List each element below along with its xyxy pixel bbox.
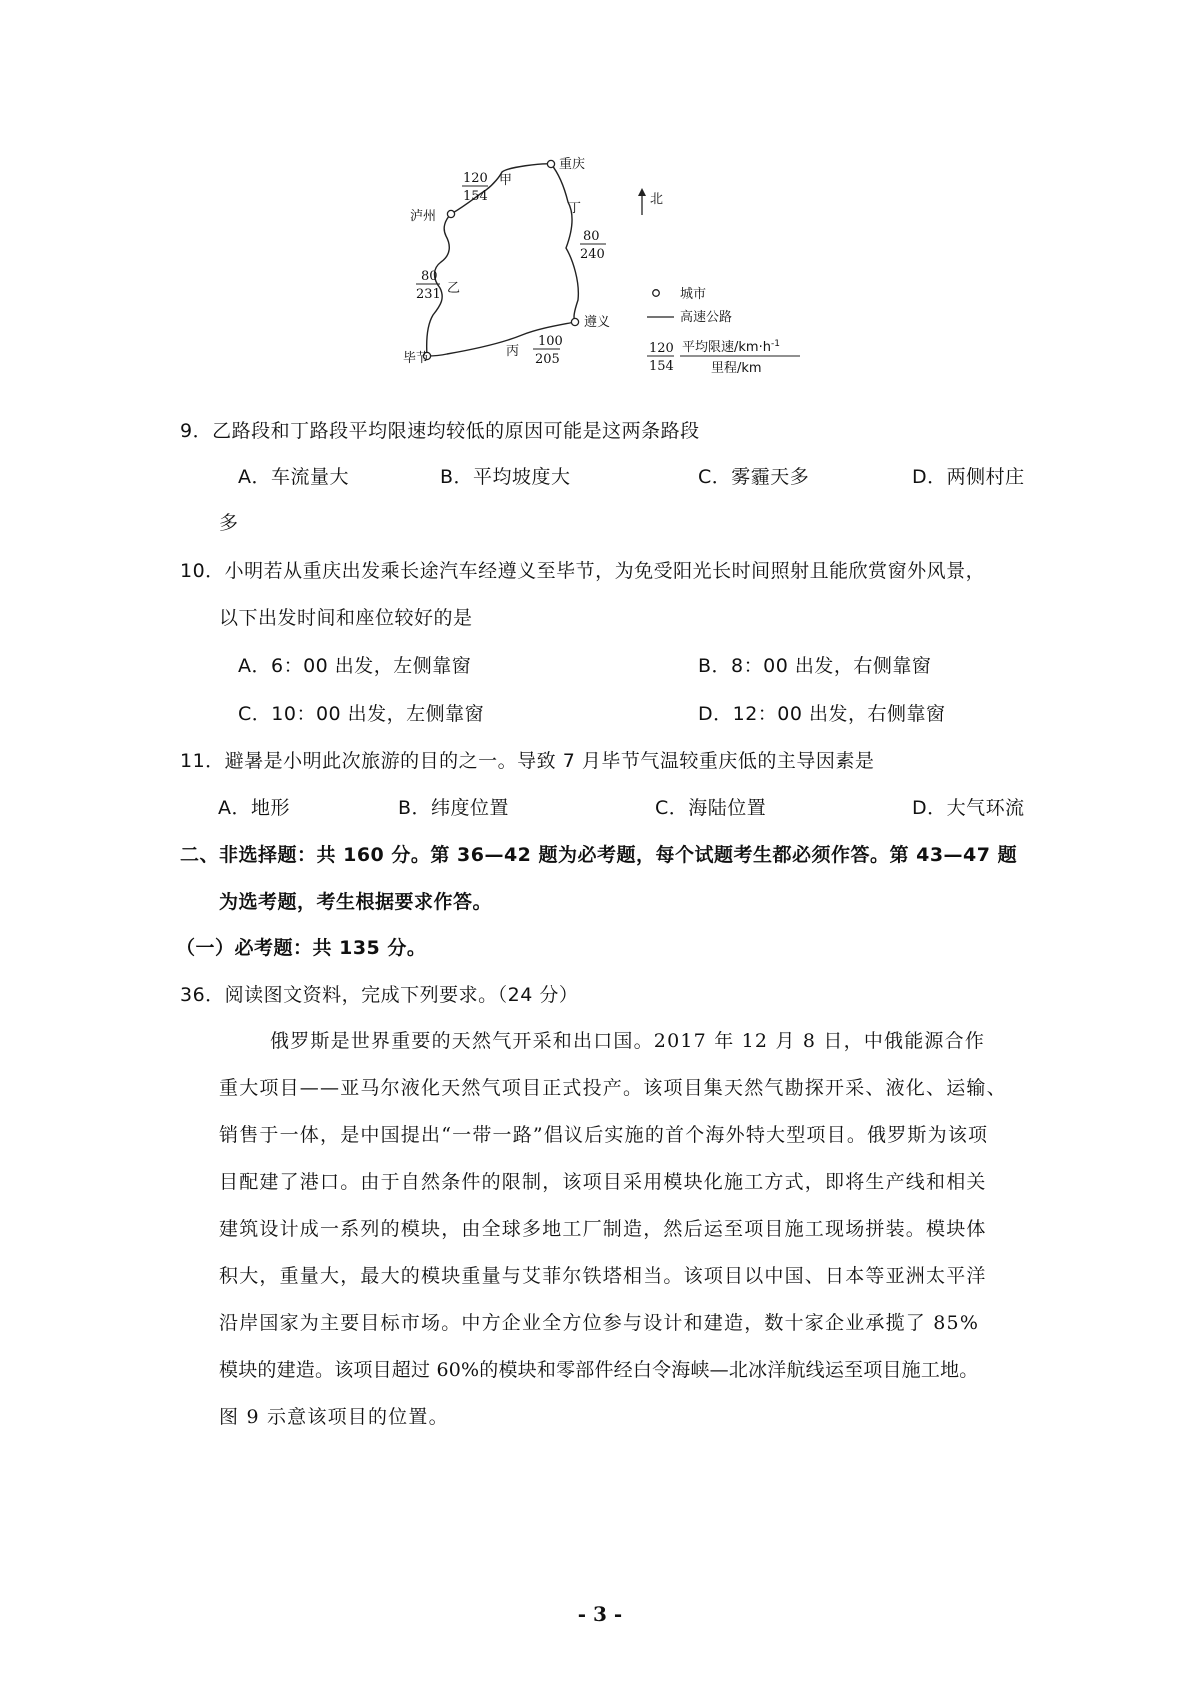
- q11-option-a: A．地形: [218, 797, 290, 819]
- north-arrow-icon: [638, 188, 646, 215]
- city-luzhou-label: 泸州: [410, 209, 437, 224]
- q9-option-d: D．两侧村庄: [912, 466, 1025, 488]
- q9-option-d-continued: 多: [219, 512, 239, 534]
- north-label: 北: [650, 192, 664, 207]
- city-chongqing-label: 重庆: [559, 157, 586, 172]
- legend-example-speed: 120: [649, 341, 674, 356]
- q10-option-b: B．8：00 出发，右侧靠窗: [698, 655, 932, 677]
- q9-option-c: C．雾霾天多: [698, 466, 810, 488]
- city-chongqing-marker: [547, 160, 554, 167]
- segment-bing-length: 205: [535, 352, 560, 367]
- part1-heading: （一）必考题：共 135 分。: [176, 937, 427, 959]
- segment-jia-speed: 120: [463, 171, 488, 186]
- segment-ding-label: 丁: [568, 201, 582, 216]
- legend-city-label: 城市: [680, 287, 707, 302]
- q10-option-c: C．10：00 出发，左侧靠窗: [238, 703, 485, 725]
- section2-heading-line1: 二、非选择题：共 160 分。第 36—42 题为必考题，每个试题考生都必须作答。第 43—47 题: [180, 844, 1018, 866]
- page-number: - 3 -: [577, 1602, 623, 1626]
- segment-ding-speed: 80: [583, 229, 600, 244]
- q11-option-c: C．海陆位置: [655, 797, 767, 819]
- q9-option-b: B．平均坡度大: [440, 466, 571, 488]
- q36-passage-line: 建筑设计成一系列的模块，由全球多地工厂制造，然后运至项目施工现场拼装。模块体: [219, 1218, 987, 1240]
- q9-option-a: A．车流量大: [238, 466, 349, 488]
- segment-jia-label: 甲: [499, 173, 513, 188]
- section2-heading-line2: 为选考题，考生根据要求作答。: [219, 891, 493, 913]
- q36-passage-line: 积大，重量大，最大的模块重量与艾菲尔铁塔相当。该项目以中国、日本等亚洲太平洋: [219, 1265, 987, 1287]
- segment-bing-label: 丙: [506, 344, 520, 359]
- legend-city-icon: [653, 290, 660, 297]
- q10-stem-line1: 10．小明若从重庆出发乘长途汽车经遵义至毕节，为免受阳光长时间照射且能欣赏窗外风景，: [180, 560, 986, 582]
- segment-jia-length: 154: [463, 189, 488, 204]
- city-luzhou-marker: [447, 210, 454, 217]
- city-zunyi-label: 遵义: [584, 315, 611, 330]
- city-bijie-label: 毕节: [403, 351, 430, 366]
- segment-ding-road: [551, 164, 578, 322]
- legend-highway-label: 高速公路: [680, 310, 733, 325]
- legend-length-label: 里程/km: [711, 361, 762, 376]
- q36-passage-line: 目配建了港口。由于自然条件的限制，该项目采用模块化施工方式，即将生产线和相关: [219, 1171, 987, 1193]
- segment-ding-length: 240: [580, 247, 605, 262]
- segment-yi-length: 231: [416, 287, 441, 302]
- q36-passage-line: 重大项目——亚马尔液化天然气项目正式投产。该项目集天然气勘探开采、液化、运输、: [219, 1077, 1007, 1099]
- q11-option-d: D．大气环流: [912, 797, 1025, 819]
- q9-stem: 9．乙路段和丁路段平均限速均较低的原因可能是这两条路段: [180, 420, 700, 442]
- q10-option-a: A．6：00 出发，左侧靠窗: [238, 655, 472, 677]
- city-zunyi-marker: [571, 318, 578, 325]
- segment-yi-speed: 80: [421, 269, 438, 284]
- q36-stem: 36．阅读图文资料，完成下列要求。（24 分）: [180, 984, 579, 1006]
- q10-stem-line2: 以下出发时间和座位较好的是: [219, 607, 473, 629]
- q36-passage-line: 销售于一体，是中国提出“一带一路”倡议后实施的首个海外特大型项目。俄罗斯为该项: [219, 1124, 989, 1146]
- legend-example-length: 154: [649, 359, 674, 374]
- highway-map-figure: [0, 0, 1200, 400]
- q36-passage-line: 俄罗斯是世界重要的天然气开采和出口国。2017 年 12 月 8 日，中俄能源合作: [270, 1030, 986, 1052]
- legend-speed-label: 平均限速$/km\cdot h^{-1}$: [682, 339, 780, 355]
- q36-passage-line: 图 9 示意该项目的位置。: [219, 1406, 449, 1428]
- q36-passage-line: 模块的建造。该项目超过 60%的模块和零部件经白令海峡—北冰洋航线运至项目施工地。: [219, 1359, 979, 1381]
- q11-stem: 11．避暑是小明此次旅游的目的之一。导致 7 月毕节气温较重庆低的主导因素是: [180, 750, 875, 772]
- q11-option-b: B．纬度位置: [398, 797, 510, 819]
- q10-option-d: D．12：00 出发，右侧靠窗: [698, 703, 946, 725]
- q36-passage-line: 沿岸国家为主要目标市场。中方企业全方位参与设计和建造，数十家企业承揽了 85%: [219, 1312, 980, 1334]
- segment-bing-speed: 100: [538, 334, 563, 349]
- segment-yi-label: 乙: [447, 281, 461, 296]
